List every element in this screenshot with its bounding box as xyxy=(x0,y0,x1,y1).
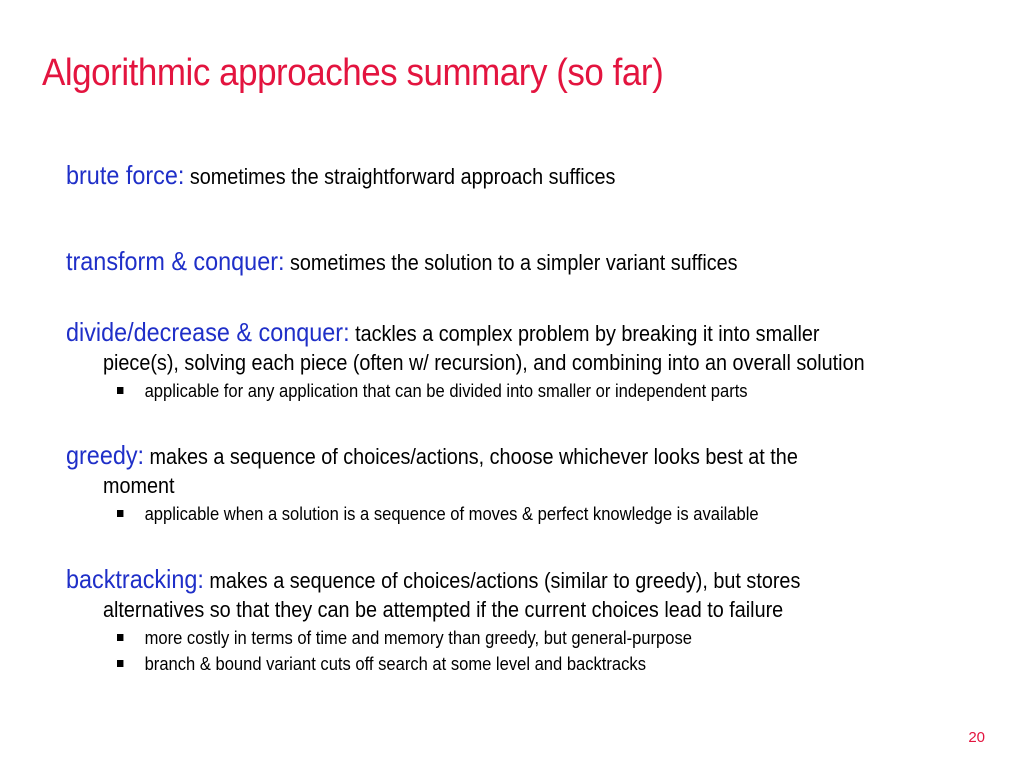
sub-bullet-text: applicable for any application that can be divided into smaller or independent parts xyxy=(144,381,748,401)
approach-brute-force xyxy=(66,160,996,191)
approach-line xyxy=(66,564,903,595)
approach-term: backtracking: xyxy=(66,564,204,594)
approach-divide-conquer xyxy=(66,317,996,404)
approach-description-continued: moment xyxy=(103,473,175,498)
approach-line xyxy=(66,160,903,191)
sub-bullet-text: more costly in terms of time and memory than greedy, but general-purpose xyxy=(144,628,692,648)
approach-description-continued: piece(s), solving each piece (often w/ recursion), and combining into an overall solution xyxy=(103,350,865,375)
approach-line xyxy=(66,440,903,471)
sub-bullet-text: branch & bound variant cuts off search at some level and backtracks xyxy=(144,654,646,674)
approach-backtracking xyxy=(66,564,996,677)
approach-term: divide/decrease & conquer: xyxy=(66,317,350,347)
approach-sub-bullet xyxy=(117,625,926,651)
approach-description: sometimes the straightforward approach suffices xyxy=(184,164,616,189)
slide-title: Algorithmic approaches summary (so far) xyxy=(42,52,664,94)
square-bullet-icon xyxy=(117,387,123,394)
square-bullet-icon xyxy=(117,510,123,517)
sub-bullet-text: applicable when a solution is a sequence of moves & perfect knowledge is available xyxy=(144,504,759,524)
approach-description: makes a sequence of choices/actions (similar to greedy), but stores xyxy=(203,568,801,593)
square-bullet-icon xyxy=(117,634,123,641)
approach-line xyxy=(66,246,903,277)
approach-transform-conquer xyxy=(66,246,996,277)
approach-term: greedy: xyxy=(66,440,145,470)
approach-description: makes a sequence of choices/actions, choose whichever looks best at the xyxy=(144,444,798,469)
approach-description: tackles a complex problem by breaking it into smaller xyxy=(349,321,820,346)
approach-sub-bullet xyxy=(117,378,926,404)
square-bullet-icon xyxy=(117,660,123,667)
approach-term: brute force: xyxy=(66,160,185,190)
approach-sub-bullet xyxy=(117,501,926,527)
approach-sub-bullet xyxy=(117,651,926,677)
approach-term: transform & conquer: xyxy=(66,246,285,276)
approach-description-continued: alternatives so that they can be attempted if the current choices lead to failure xyxy=(103,597,784,622)
page-number: 20 xyxy=(968,729,985,746)
approach-greedy xyxy=(66,440,996,527)
approach-line xyxy=(66,317,903,348)
approach-description: sometimes the solution to a simpler variant suffices xyxy=(284,250,738,275)
